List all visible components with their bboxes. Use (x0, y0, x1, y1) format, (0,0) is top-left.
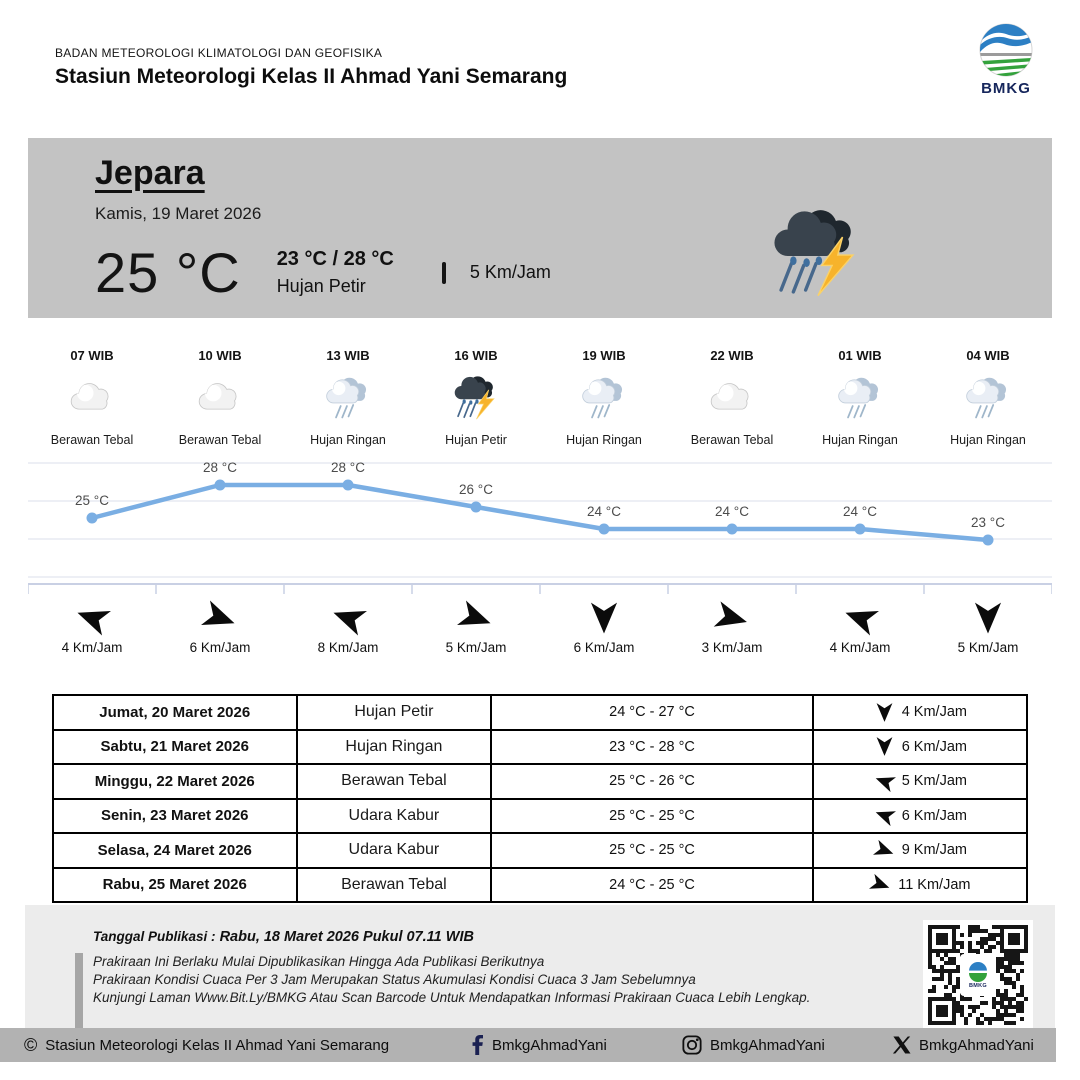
page-title: Stasiun Meteorologi Kelas II Ahmad Yani Semarang (55, 65, 568, 88)
qr-logo-label: BMKG (968, 983, 987, 989)
bottom-bar (0, 1028, 1056, 1062)
table-row (53, 868, 1027, 903)
table-row (53, 695, 1027, 730)
hourly-slot (284, 348, 412, 447)
wind-speed-label: 5 Km/Jam (445, 640, 507, 655)
forecast-temp-range: 24 °C - 25 °C (491, 868, 812, 903)
forecast-temp-range: 25 °C - 26 °C (491, 764, 812, 799)
publication-label: Tanggal Publikasi : (93, 929, 216, 944)
wind-direction-arrow-icon (796, 598, 924, 638)
condition-label: Hujan Ringan (822, 433, 898, 447)
wind-direction-arrow-icon (924, 598, 1052, 638)
hour-label: 22 WIB (710, 348, 754, 363)
publication-footer (25, 905, 1055, 1028)
forecast-date: Selasa, 24 Maret 2026 (53, 833, 297, 868)
forecast-wind (818, 839, 1022, 862)
temperature-range: 23 °C / 28 °C (276, 248, 394, 270)
publication-date (93, 929, 474, 945)
forecast-date: Minggu, 22 Maret 2026 (53, 764, 297, 799)
wind-direction-arrow-icon (873, 701, 896, 724)
facebook-icon (472, 1035, 484, 1055)
note-line: Prakiraan Kondisi Cuaca Per 3 Jam Merupakan Status Akumulasi Kondisi Cuaca 3 Jam Sebelumnya (93, 972, 696, 987)
x-handle-text: BmkgAhmadYani (919, 1036, 1034, 1054)
svg-text:23 °C: 23 °C (971, 515, 1005, 530)
temperature-chart (28, 455, 1052, 600)
instagram-handle (682, 1028, 825, 1062)
thunderstorm-icon (765, 208, 869, 303)
wind-speed-label: 6 Km/Jam (573, 640, 635, 655)
hourly-slot (412, 348, 540, 447)
wind-direction-arrow-icon (873, 770, 896, 793)
wind-direction-arrow-icon (452, 594, 501, 643)
current-date: Kamis, 19 Maret 2026 (95, 204, 262, 223)
current-wind-speed: 5 Km/Jam (469, 262, 551, 282)
weather-icon (668, 373, 796, 425)
publication-notes (93, 953, 810, 1007)
weather-icon (28, 373, 156, 425)
hour-label: 19 WIB (582, 348, 626, 363)
hour-label: 04 WIB (966, 348, 1010, 363)
thick-cloud-icon (66, 376, 118, 422)
forecast-date: Senin, 23 Maret 2026 (53, 799, 297, 834)
wind-direction-arrow-icon (866, 870, 895, 899)
wind-slot (28, 598, 156, 655)
thick-cloud-icon (706, 376, 758, 422)
table-row (53, 764, 1027, 799)
wind-speed-label: 6 Km/Jam (901, 738, 967, 755)
hour-label: 16 WIB (454, 348, 498, 363)
wind-direction-arrow-icon (668, 598, 796, 638)
publication-value: Rabu, 18 Maret 2026 Pukul 07.11 WIB (219, 929, 474, 945)
wind-direction-arrow-icon (156, 598, 284, 638)
bmkg-logo (968, 22, 1044, 97)
daily-forecast-table (52, 694, 1028, 903)
svg-text:24 °C: 24 °C (587, 504, 621, 519)
wind-direction-arrow-icon (869, 801, 898, 830)
wind-slot (412, 598, 540, 655)
weather-icon (796, 373, 924, 425)
wind-speed-label: 3 Km/Jam (701, 640, 763, 655)
footer-divider-bar (75, 953, 83, 1031)
wind-direction-arrow-icon (836, 594, 885, 643)
forecast-date: Rabu, 25 Maret 2026 (53, 868, 297, 903)
header (55, 46, 567, 89)
wind-direction-arrow-icon (324, 594, 373, 643)
wind-speed-label: 11 Km/Jam (898, 876, 971, 893)
forecast-condition: Hujan Petir (297, 695, 492, 730)
condition-label: Berawan Tebal (50, 433, 134, 447)
temperature-line-chart (28, 455, 1052, 600)
note-line: Prakiraan Ini Berlaku Mulai Dipublikasikan Hingga Ada Publikasi Berikutnya (93, 954, 545, 969)
condition-label: Berawan Tebal (178, 433, 262, 447)
hourly-slot (924, 348, 1052, 447)
weather-icon (540, 373, 668, 425)
forecast-wind (818, 701, 1022, 724)
svg-text:28 °C: 28 °C (203, 460, 237, 475)
bmkg-globe-icon (974, 22, 1038, 78)
wind-direction-arrow-icon (969, 599, 1007, 637)
hour-label: 07 WIB (70, 348, 114, 363)
current-weather-icon (765, 208, 869, 303)
table-row (53, 799, 1027, 834)
weather-icon (156, 373, 284, 425)
weather-icon (924, 373, 1052, 425)
thick-cloud-icon (194, 376, 246, 422)
wind-direction-arrow-icon (196, 594, 245, 643)
forecast-wind (818, 735, 1022, 758)
wind-direction-arrow-icon (709, 595, 756, 642)
condition-label: Hujan Ringan (950, 433, 1026, 447)
hour-label: 01 WIB (838, 348, 882, 363)
forecast-temp-range: 23 °C - 28 °C (491, 730, 812, 765)
wind-slot (796, 598, 924, 655)
wind-speed-label: 9 Km/Jam (901, 842, 967, 859)
condition-label: Hujan Ringan (566, 433, 642, 447)
wind-direction-arrow-icon (869, 767, 898, 796)
forecast-condition: Hujan Ringan (297, 730, 492, 765)
light-rain-icon (322, 376, 374, 422)
wind-speed-label: 4 Km/Jam (901, 704, 967, 721)
wind-speed-label: 4 Km/Jam (829, 640, 891, 655)
forecast-condition: Udara Kabur (297, 799, 492, 834)
light-rain-icon (834, 376, 886, 422)
instagram-icon (682, 1035, 702, 1055)
hourly-slot (668, 348, 796, 447)
x-handle (893, 1028, 1034, 1062)
wind-direction-arrow-icon (28, 598, 156, 638)
hourly-slot (540, 348, 668, 447)
wind-speed-label: 4 Km/Jam (61, 640, 123, 655)
wind-direction-arrow-icon (873, 735, 896, 758)
qr-bmkg-logo (960, 954, 996, 996)
forecast-condition: Berawan Tebal (297, 764, 492, 799)
wind-direction-arrow-icon (873, 839, 896, 862)
light-rain-icon (578, 376, 630, 422)
thunderstorm-icon (450, 376, 502, 422)
forecast-date: Sabtu, 21 Maret 2026 (53, 730, 297, 765)
forecast-temp-range: 25 °C - 25 °C (491, 799, 812, 834)
wind-direction-arrow-icon (873, 735, 896, 758)
wind-direction-arrow-icon (873, 804, 896, 827)
forecast-wind (818, 770, 1022, 793)
copyright-text: Stasiun Meteorologi Kelas II Ahmad Yani Semarang (45, 1036, 390, 1054)
forecast-temp-range: 24 °C - 27 °C (491, 695, 812, 730)
condition-label: Hujan Petir (445, 433, 507, 447)
wind-speed-label: 8 Km/Jam (317, 640, 379, 655)
table-row (53, 730, 1027, 765)
svg-text:26 °C: 26 °C (459, 482, 493, 497)
weather-icon (284, 373, 412, 425)
wind-speed-label: 5 Km/Jam (957, 640, 1019, 655)
forecast-wind (818, 873, 1022, 896)
svg-text:24 °C: 24 °C (715, 504, 749, 519)
svg-text:28 °C: 28 °C (331, 460, 365, 475)
wind-direction-arrow-icon (412, 598, 540, 638)
agency-name: BADAN METEOROLOGI KLIMATOLOGI DAN GEOFISIKA (55, 46, 383, 60)
svg-text:24 °C: 24 °C (843, 504, 877, 519)
wind-slot (668, 598, 796, 655)
current-condition: Hujan Petir (276, 276, 366, 296)
weather-icon (412, 373, 540, 425)
hourly-slot (796, 348, 924, 447)
current-conditions-card (28, 138, 1052, 318)
wind-direction-arrow-icon (284, 598, 412, 638)
instagram-handle-text: BmkgAhmadYani (710, 1036, 825, 1054)
hour-label: 10 WIB (198, 348, 242, 363)
condition-label: Hujan Ringan (310, 433, 386, 447)
forecast-date: Jumat, 20 Maret 2026 (53, 695, 297, 730)
wind-speed-label: 6 Km/Jam (189, 640, 251, 655)
hourly-forecast-strip (28, 348, 1052, 447)
hourly-slot (156, 348, 284, 447)
forecast-condition: Berawan Tebal (297, 868, 492, 903)
wind-slot (156, 598, 284, 655)
bmkg-logo-label: BMKG (981, 80, 1031, 97)
wind-direction-arrow-icon (540, 598, 668, 638)
wind-speed-label: 5 Km/Jam (901, 773, 967, 790)
light-rain-icon (962, 376, 1014, 422)
bmkg-globe-icon (967, 961, 989, 983)
wind-direction-arrow-icon (873, 701, 896, 724)
wind-speed-label: 6 Km/Jam (901, 807, 967, 824)
wind-direction-arrow-icon (869, 836, 898, 865)
wind-slot (924, 598, 1052, 655)
forecast-temp-range: 25 °C - 25 °C (491, 833, 812, 868)
wind-direction-arrow-icon (869, 873, 892, 896)
forecast-wind (818, 804, 1022, 827)
condition-label: Berawan Tebal (690, 433, 774, 447)
city-name: Jepara (95, 154, 205, 192)
x-icon (893, 1036, 911, 1054)
copyright (24, 1028, 389, 1062)
wind-slot (540, 598, 668, 655)
forecast-condition: Udara Kabur (297, 833, 492, 868)
facebook-handle-text: BmkgAhmadYani (492, 1036, 607, 1054)
wind-direction-arrow-icon (585, 599, 623, 637)
wind-direction-bar-icon (442, 262, 446, 284)
current-temperature: 25 °C (95, 241, 241, 304)
hour-label: 13 WIB (326, 348, 370, 363)
qr-code (923, 920, 1033, 1030)
facebook-handle (472, 1028, 607, 1062)
wind-direction-arrow-icon (68, 594, 117, 643)
table-row (53, 833, 1027, 868)
note-line: Kunjungi Laman Www.Bit.Ly/BMKG Atau Scan Barcode Untuk Mendapatkan Informasi Prakiraan Cuaca Lebih Lengkap. (93, 990, 811, 1005)
hourly-slot (28, 348, 156, 447)
hourly-wind-strip (28, 598, 1052, 655)
svg-text:25 °C: 25 °C (75, 493, 109, 508)
copyright-icon: © (24, 1035, 38, 1055)
wind-slot (284, 598, 412, 655)
